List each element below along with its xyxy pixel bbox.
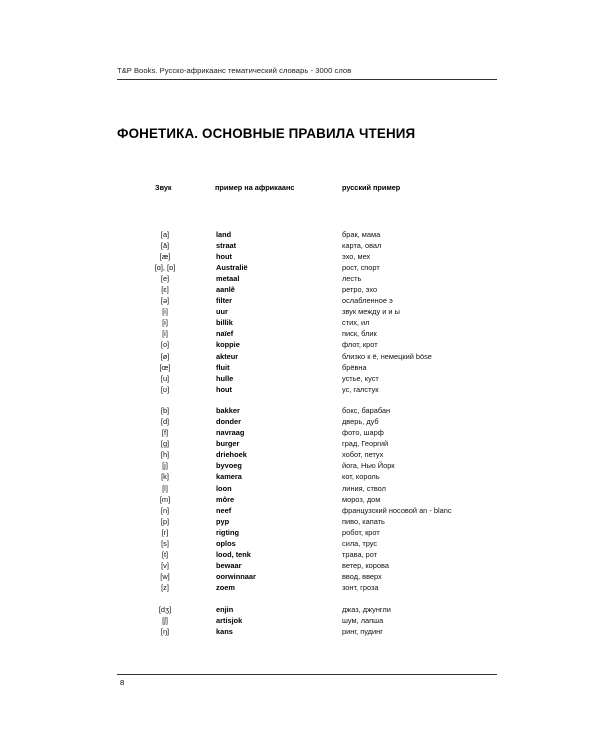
sound-cell: [o] bbox=[160, 340, 170, 350]
table-row bbox=[0, 405, 600, 416]
sound-cell: [s] bbox=[161, 538, 169, 548]
example-word-cell: navraag bbox=[216, 428, 245, 438]
russian-example-cell: брак, мама bbox=[342, 230, 381, 239]
sound-cell: [e] bbox=[160, 274, 170, 284]
page-title: ФОНЕТИКА. ОСНОВНЫЕ ПРАВИЛА ЧТЕНИЯ bbox=[117, 126, 416, 141]
russian-example-cell: близко к ё, немецкий böse bbox=[342, 351, 432, 361]
table-row bbox=[0, 373, 600, 384]
russian-example-cell: карта, овал bbox=[342, 241, 382, 251]
russian-example-cell: ослабленное э bbox=[342, 296, 393, 306]
sound-cell: [r] bbox=[161, 527, 169, 537]
table-row bbox=[0, 262, 600, 273]
example-word-cell: rigting bbox=[216, 527, 239, 537]
table-row bbox=[0, 516, 600, 527]
example-word-cell: zoem bbox=[216, 582, 235, 592]
table-row bbox=[0, 416, 600, 427]
russian-example-cell: звук между и и ы bbox=[342, 307, 400, 317]
table-row bbox=[0, 229, 600, 240]
table-row bbox=[0, 362, 600, 373]
sound-cell: [ə] bbox=[160, 296, 170, 306]
sound-cell: [f] bbox=[161, 428, 169, 438]
example-word-cell: koppie bbox=[216, 340, 240, 350]
sound-cell: [u] bbox=[160, 373, 170, 383]
sound-cell: [ø] bbox=[160, 351, 170, 361]
table-row bbox=[0, 471, 600, 482]
russian-example-cell: бокс, барабан bbox=[342, 406, 391, 416]
russian-example-cell: йога, Нью Йорк bbox=[342, 461, 395, 471]
table-row bbox=[0, 351, 600, 362]
sound-cell: [t] bbox=[161, 549, 169, 559]
example-word-cell: donder bbox=[216, 417, 242, 427]
russian-example-cell: лесть bbox=[342, 274, 362, 284]
row-group bbox=[0, 604, 600, 637]
example-word-cell: pyp bbox=[216, 516, 230, 526]
row-group bbox=[0, 405, 600, 593]
table-row bbox=[0, 494, 600, 505]
russian-example-cell: ветер, корова bbox=[342, 560, 389, 570]
table-row bbox=[0, 306, 600, 317]
table-row bbox=[0, 251, 600, 262]
table-row bbox=[0, 571, 600, 582]
russian-example-cell: писк, блик bbox=[342, 329, 377, 339]
sound-cell: [œ] bbox=[159, 362, 171, 372]
example-word-cell: naïef bbox=[216, 329, 234, 339]
table-row bbox=[0, 538, 600, 549]
russian-example-cell: пиво, капать bbox=[342, 516, 385, 526]
table-row bbox=[0, 460, 600, 471]
example-word-cell: uur bbox=[216, 307, 228, 317]
example-word-cell: kamera bbox=[216, 472, 242, 482]
example-word-cell: billik bbox=[216, 318, 233, 328]
table-row bbox=[0, 615, 600, 626]
column-header-russian: русский пример bbox=[342, 183, 401, 192]
sound-cell: [i] bbox=[162, 329, 168, 339]
russian-example-cell: фото, шарф bbox=[342, 428, 384, 438]
sound-cell: [æ] bbox=[159, 252, 171, 262]
russian-example-cell: сила, трус bbox=[342, 538, 378, 548]
example-word-cell: byvoeg bbox=[216, 461, 242, 471]
russian-example-cell: шум, лапша bbox=[342, 615, 384, 625]
sound-cell: [h] bbox=[160, 450, 170, 460]
running-head: T&P Books. Русско-африкаанс тематический словарь - 3000 слов bbox=[117, 66, 352, 75]
example-word-cell: fluit bbox=[216, 362, 230, 372]
russian-example-cell: линия, ствол bbox=[342, 483, 386, 493]
sound-cell: [n] bbox=[160, 505, 170, 515]
russian-example-cell: зонт, гроза bbox=[342, 582, 379, 592]
example-word-cell: hout bbox=[216, 384, 233, 394]
example-word-cell: kans bbox=[216, 626, 233, 636]
sound-cell: [dʒ] bbox=[158, 604, 172, 614]
example-word-cell: driehoek bbox=[216, 450, 247, 460]
example-word-cell: straat bbox=[216, 241, 237, 251]
sound-cell: [m] bbox=[159, 494, 171, 504]
example-word-cell: môre bbox=[216, 494, 235, 504]
russian-example-cell: французский носовой an - blanc bbox=[342, 505, 452, 515]
example-word-cell: hout bbox=[216, 252, 233, 262]
russian-example-cell: ринг, пудинг bbox=[342, 626, 383, 636]
table-row bbox=[0, 295, 600, 306]
table-row bbox=[0, 339, 600, 350]
table-row bbox=[0, 626, 600, 637]
sound-cell: [z] bbox=[161, 582, 169, 592]
table-row bbox=[0, 438, 600, 449]
sound-cell: [b] bbox=[160, 406, 170, 416]
sound-cell: [i] bbox=[162, 318, 168, 328]
footer-rule bbox=[117, 674, 497, 675]
table-row bbox=[0, 449, 600, 460]
example-word-cell: aanlê bbox=[216, 285, 235, 295]
column-headers bbox=[0, 183, 600, 195]
russian-example-cell: дверь, дуб bbox=[342, 417, 379, 427]
sound-cell: [k] bbox=[161, 472, 169, 482]
sound-cell: [ɑ], [ɒ] bbox=[154, 263, 176, 273]
table-row bbox=[0, 505, 600, 516]
russian-example-cell: рост, спорт bbox=[342, 263, 380, 273]
sound-cell: [l] bbox=[162, 483, 168, 493]
russian-example-cell: брёвна bbox=[342, 362, 367, 372]
table-row bbox=[0, 384, 600, 395]
sound-cell: [p] bbox=[160, 516, 170, 526]
table-row bbox=[0, 328, 600, 339]
table-row bbox=[0, 317, 600, 328]
sound-cell: [w] bbox=[160, 571, 170, 581]
example-word-cell: akteur bbox=[216, 351, 239, 361]
sound-cell: [a] bbox=[160, 230, 170, 239]
column-header-example: пример на африкаанс bbox=[215, 183, 295, 192]
example-word-cell: neef bbox=[216, 505, 232, 515]
column-header-sound: Звук bbox=[155, 183, 172, 192]
page-number: 8 bbox=[120, 678, 125, 687]
russian-example-cell: устье, куст bbox=[342, 373, 379, 383]
phonetics-table bbox=[0, 229, 600, 637]
example-word-cell: bakker bbox=[216, 406, 240, 416]
example-word-cell: loon bbox=[216, 483, 232, 493]
sound-cell: [ʊ] bbox=[160, 384, 170, 394]
sound-cell: [ŋ] bbox=[160, 626, 170, 636]
sound-cell: [g] bbox=[160, 439, 170, 449]
russian-example-cell: трава, рот bbox=[342, 549, 378, 559]
table-row bbox=[0, 483, 600, 494]
table-row bbox=[0, 273, 600, 284]
example-word-cell: burger bbox=[216, 439, 240, 449]
russian-example-cell: эхо, мех bbox=[342, 252, 371, 262]
sound-cell: [d] bbox=[160, 417, 170, 427]
table-row bbox=[0, 240, 600, 251]
example-word-cell: land bbox=[216, 230, 232, 239]
example-word-cell: bewaar bbox=[216, 560, 242, 570]
example-word-cell: Australië bbox=[216, 263, 248, 273]
table-row bbox=[0, 604, 600, 615]
sound-cell: [ā] bbox=[160, 241, 170, 251]
sound-cell: [i] bbox=[162, 307, 168, 317]
table-row bbox=[0, 582, 600, 593]
russian-example-cell: ус, галстук bbox=[342, 384, 379, 394]
sound-cell: [j] bbox=[162, 461, 168, 471]
russian-example-cell: джаз, джунгли bbox=[342, 604, 391, 614]
russian-example-cell: мороз, дом bbox=[342, 494, 381, 504]
russian-example-cell: кот, король bbox=[342, 472, 380, 482]
russian-example-cell: флот, крот bbox=[342, 340, 378, 350]
table-row bbox=[0, 560, 600, 571]
table-row bbox=[0, 284, 600, 295]
example-word-cell: oplos bbox=[216, 538, 236, 548]
row-group bbox=[0, 229, 600, 395]
sound-cell: [ɛ] bbox=[161, 285, 169, 295]
russian-example-cell: град, Георгий bbox=[342, 439, 389, 449]
russian-example-cell: ретро, эхо bbox=[342, 285, 378, 295]
russian-example-cell: стих, ил bbox=[342, 318, 370, 328]
table-row bbox=[0, 427, 600, 438]
russian-example-cell: хобот, петух bbox=[342, 450, 384, 460]
header-rule bbox=[117, 79, 497, 80]
russian-example-cell: ввод, вверх bbox=[342, 571, 382, 581]
sound-cell: [v] bbox=[161, 560, 169, 570]
example-word-cell: hulle bbox=[216, 373, 234, 383]
example-word-cell: metaal bbox=[216, 274, 240, 284]
table-row bbox=[0, 549, 600, 560]
example-word-cell: filter bbox=[216, 296, 233, 306]
sound-cell: [ʃ] bbox=[162, 615, 168, 625]
example-word-cell: enjin bbox=[216, 604, 234, 614]
example-word-cell: oorwinnaar bbox=[216, 571, 256, 581]
table-row bbox=[0, 527, 600, 538]
example-word-cell: lood, tenk bbox=[216, 549, 251, 559]
russian-example-cell: робот, крот bbox=[342, 527, 380, 537]
example-word-cell: artisjok bbox=[216, 615, 243, 625]
